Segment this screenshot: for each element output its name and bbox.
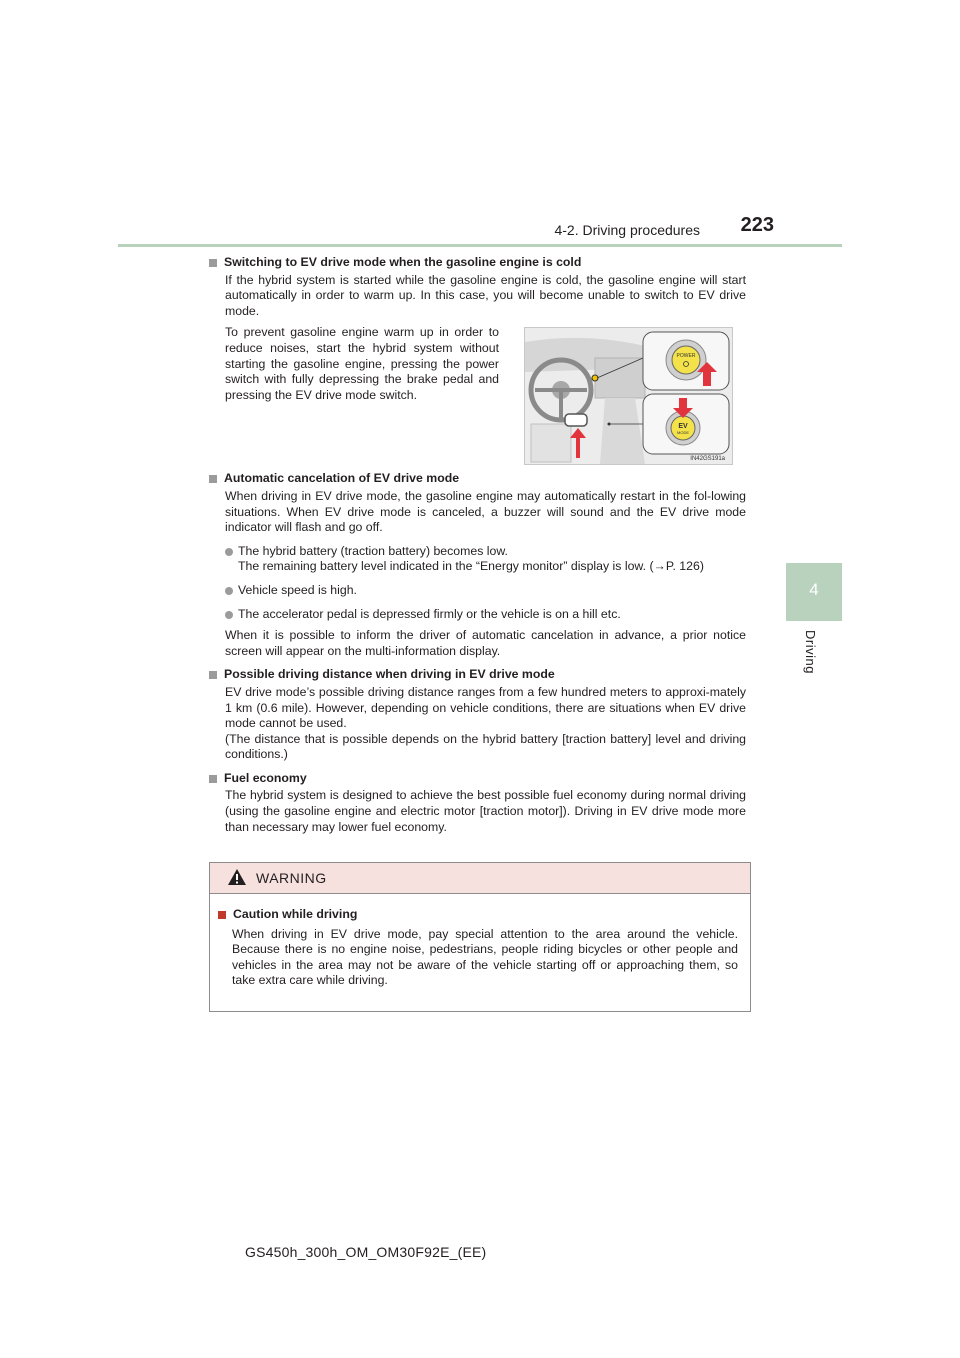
list-item: The accelerator pedal is depressed firmly or the vehicle is on a hill etc. xyxy=(225,607,746,623)
square-bullet-icon xyxy=(209,671,217,679)
square-bullet-icon xyxy=(209,475,217,483)
warning-text: When driving in EV drive mode, pay special attention to the area around the vehicle. Because there is no engine noise, pedestrians, people riding bicycles or other people and vehicles in the area may not be aware of the vehicle starting off or approaching them, so take extra care while driving. xyxy=(232,926,738,988)
list-item: The hybrid battery (traction battery) becomes low. The remaining battery level indicated in the “Energy monitor” display is low. (→P. 126) xyxy=(225,544,746,575)
round-bullet-icon xyxy=(225,611,233,619)
power-button-label: POWER xyxy=(676,353,696,360)
page-number: 223 xyxy=(740,214,774,236)
square-bullet-icon xyxy=(218,911,226,919)
dashboard-illustration-svg xyxy=(525,328,732,464)
dashboard-illustration xyxy=(524,327,733,465)
warning-body xyxy=(218,907,738,989)
section-title: 4-2. Driving procedures xyxy=(554,222,700,238)
warning-title: WARNING xyxy=(256,870,327,886)
warning-triangle-icon xyxy=(227,868,247,886)
distance-body: EV drive mode’s possible driving distance ranges from a few hundred meters to approxi-mately 1 km (0.6 mile). However, depending on vehicle conditions, there are situations when EV drive mode cannot be used. xyxy=(225,684,746,731)
warning-heading: Caution while driving xyxy=(218,907,738,923)
chapter-tab xyxy=(786,563,842,621)
auto-cancel-body: When driving in EV drive mode, the gasoline engine may automatically restart in the fol-lowing situations. When EV drive mode is canceled, a buzzer will sound and the EV drive mode indicator will flash and go off. xyxy=(225,488,746,535)
ev-button-label: EV xyxy=(678,423,688,431)
section-heading-fuel: Fuel economy xyxy=(209,771,746,787)
figure-code: IN42GS191a xyxy=(690,456,725,463)
figure-description: To prevent gasoline engine warm up in order to reduce noises, start the hybrid system without starting the gasoline engine, pressing the power switch with fully depressing the brake pedal and pressing the EV drive mode switch. xyxy=(225,325,499,402)
document-code: GS450h_300h_OM_OM30F92E_(EE) xyxy=(245,1244,487,1260)
chapter-number: 4 xyxy=(809,580,819,599)
round-bullet-icon xyxy=(225,587,233,595)
round-bullet-icon xyxy=(225,548,233,556)
figure-row xyxy=(209,325,746,465)
page-header xyxy=(460,214,780,244)
fuel-body: The hybrid system is designed to achieve the best possible fuel economy during normal driving (using the gasoline engine and electric motor [traction motor]). Driving in EV drive mode more than necessary may lower fuel economy. xyxy=(225,788,746,834)
section-heading-auto-cancel: Automatic cancelation of EV drive mode xyxy=(209,471,746,487)
main-content xyxy=(209,255,746,835)
square-bullet-icon xyxy=(209,259,217,267)
section-heading-cold-engine: Switching to EV drive mode when the gasoline engine is cold xyxy=(209,255,746,271)
section-heading-distance: Possible driving distance when driving in EV drive mode xyxy=(209,667,746,683)
distance-note: (The distance that is possible depends on the hybrid battery [traction battery] level and driving conditions.) xyxy=(225,731,746,762)
chapter-title: Driving xyxy=(803,630,818,674)
square-bullet-icon xyxy=(209,775,217,783)
warning-box xyxy=(209,862,751,1012)
auto-cancel-notice: When it is possible to inform the driver of automatic cancelation in advance, a prior notice screen will appear on the multi-information display. xyxy=(225,628,746,658)
header-divider xyxy=(118,244,842,247)
ev-mode-label: MODE xyxy=(677,430,689,436)
warning-header xyxy=(210,863,750,894)
list-item: Vehicle speed is high. xyxy=(225,583,746,599)
page-reference: The remaining battery level indicated in the “Energy monitor” display is low. (→P. 126) xyxy=(238,559,704,574)
cold-engine-body: If the hybrid system is started while the gasoline engine is cold, the gasoline engine will start automatically in order to warm up. In this case, you will become unable to switch to EV drive mode. xyxy=(225,272,746,318)
